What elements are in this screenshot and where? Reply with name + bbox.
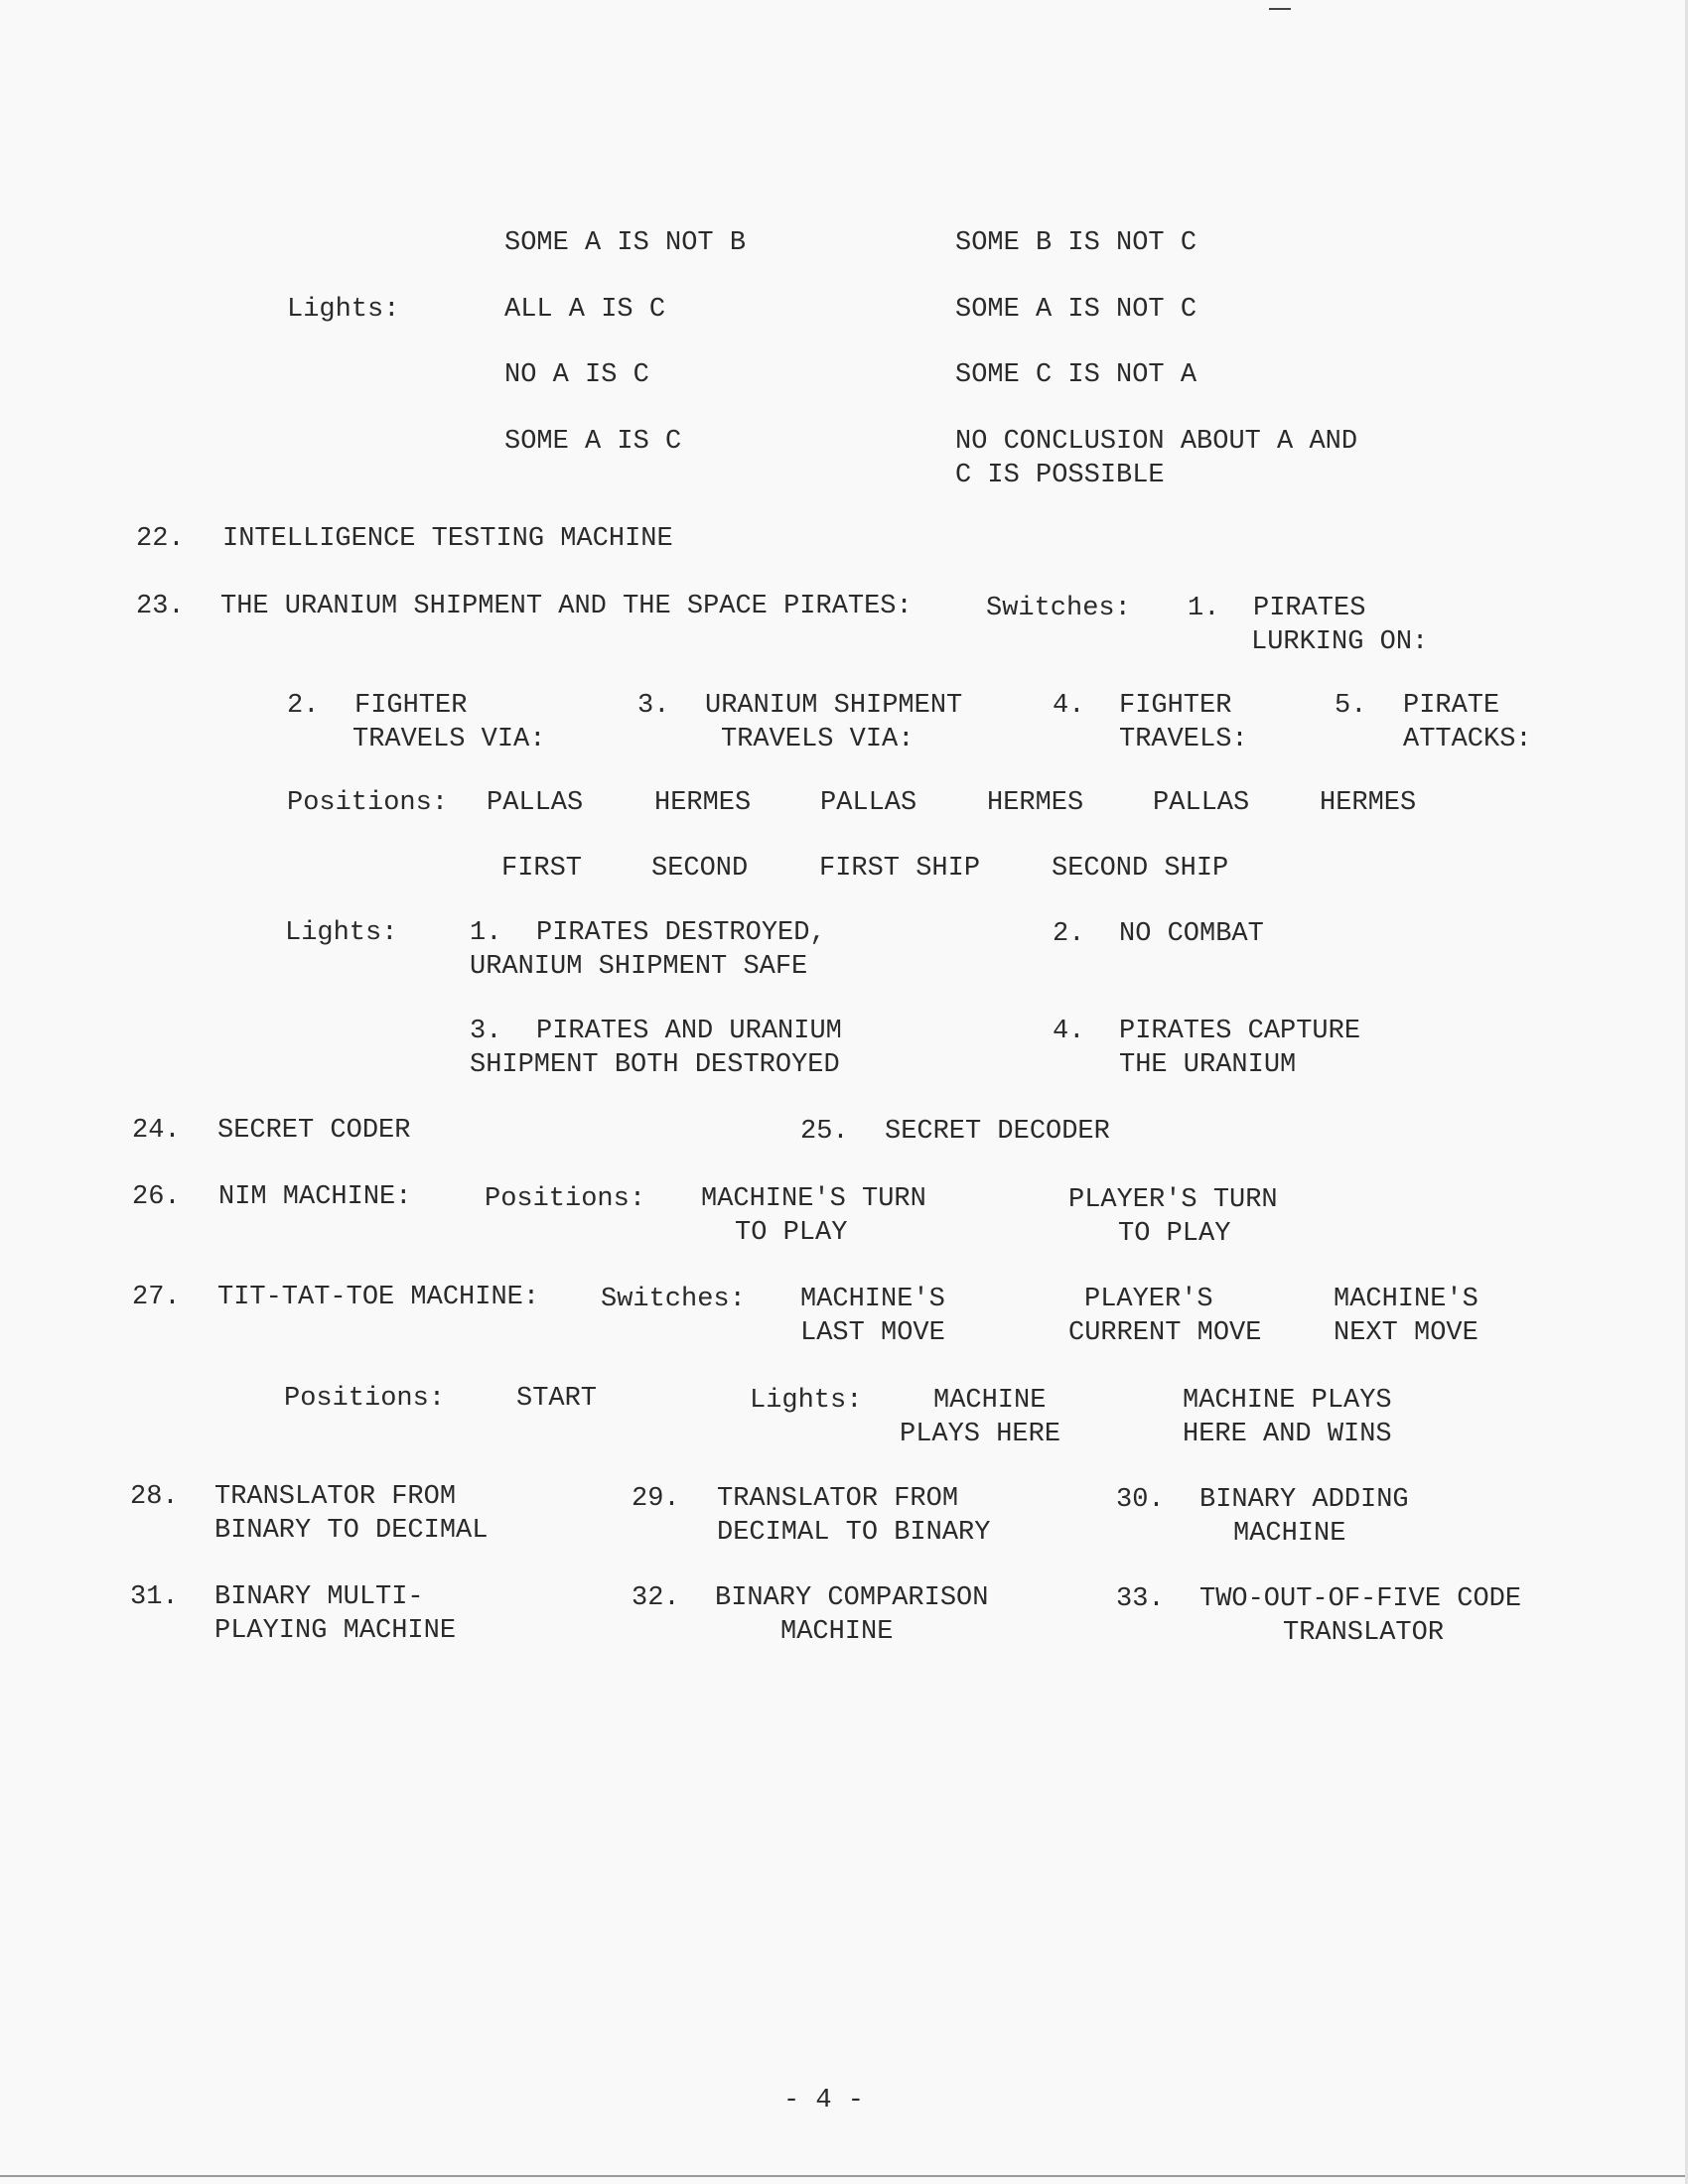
item-32-number: 32. [632,1583,680,1613]
item-23-light4-number: 4. [1053,1017,1085,1046]
item-23-light2-line1: NO COMBAT [1119,919,1264,949]
item-33-line2: TRANSLATOR [1283,1618,1445,1648]
item-26-position1-line2: TO PLAY [735,1218,848,1248]
item-23-title: THE URANIUM SHIPMENT AND THE SPACE PIRATES: [220,592,913,621]
syllogism-right-2: SOME A IS NOT C [955,295,1197,325]
item-27-light1-line1: MACHINE [933,1386,1047,1416]
item-33-number: 33. [1116,1584,1165,1614]
item-23-light1-line1: PIRATES DESTROYED, [536,918,826,948]
item-24-number: 24. [132,1116,181,1146]
item-26-number: 26. [132,1182,181,1212]
syllogism-right-4a: NO CONCLUSION ABOUT A AND [955,427,1358,457]
syllogism-right-1: SOME B IS NOT C [955,228,1197,258]
item-23-position-1: PALLAS [487,788,584,818]
item-23-switch3-line2: TRAVELS VIA: [721,725,914,754]
item-23-light3-line1: PIRATES AND URANIUM [536,1017,842,1046]
item-27-switch2-line1: PLAYER'S [1084,1285,1213,1314]
item-23-light2-number: 2. [1053,919,1085,949]
item-22-number: 22. [136,524,185,554]
item-26-positions-label: Positions: [485,1184,646,1214]
item-23-switch4-line1: FIGHTER [1119,691,1232,721]
item-27-lights-label: Lights: [750,1386,863,1416]
item-23-switch5-number: 5. [1335,691,1367,721]
syllogism-left-3: NO A IS C [504,360,649,390]
item-27-number: 27. [132,1283,181,1312]
item-23-position-5: PALLAS [1153,788,1250,818]
item-31-line1: BINARY MULTI- [214,1582,424,1612]
item-25-number: 25. [800,1117,849,1147]
item-23-position-4: HERMES [987,788,1084,818]
item-28-line2: BINARY TO DECIMAL [214,1516,489,1546]
item-27-title: TIT-TAT-TOE MACHINE: [217,1283,540,1312]
item-30-line1: BINARY ADDING [1199,1485,1409,1515]
item-23-switch3-number: 3. [637,691,670,721]
page-number: - 4 - [783,2086,865,2116]
item-25-title: SECRET DECODER [885,1117,1110,1147]
item-23-switch5-line2: ATTACKS: [1403,725,1532,754]
item-23-switch5-line1: PIRATE [1403,691,1500,721]
item-23-switch1-line2: LURKING ON: [1251,627,1429,657]
item-23-switch4-line2: TRAVELS: [1119,725,1248,754]
item-23-light4-line1: PIRATES CAPTURE [1119,1017,1361,1046]
item-24-title: SECRET CODER [217,1116,411,1146]
item-27-light2-line1: MACHINE PLAYS [1183,1386,1392,1416]
item-23-position-7: FIRST [501,854,583,884]
item-27-switch2-line2: CURRENT MOVE [1068,1318,1262,1348]
syllogism-left-1: SOME A IS NOT B [504,228,747,258]
item-27-light2-line2: HERE AND WINS [1183,1420,1392,1449]
item-31-line2: PLAYING MACHINE [214,1616,457,1646]
item-23-switches-label: Switches: [986,594,1131,623]
item-27-switch1-line1: MACHINE'S [800,1285,945,1314]
item-23-light4-line2: THE URANIUM [1119,1050,1297,1080]
item-23-number: 23. [136,592,185,621]
item-23-position-6: HERMES [1320,788,1417,818]
item-23-position-10: SECOND SHIP [1052,854,1229,884]
item-23-switch2-line1: FIGHTER [354,691,468,721]
item-27-switches-label: Switches: [601,1285,746,1314]
syllogism-left-2: ALL A IS C [504,295,666,325]
item-23-light1-number: 1. [470,918,502,948]
item-29-number: 29. [632,1484,680,1514]
item-23-light1-line2: URANIUM SHIPMENT SAFE [470,952,808,982]
item-23-switch3-line1: URANIUM SHIPMENT [705,691,963,721]
item-28-line1: TRANSLATOR FROM [214,1482,457,1512]
item-26-position1-line1: MACHINE'S TURN [701,1184,926,1214]
item-23-position-3: PALLAS [820,788,917,818]
item-33-line1: TWO-OUT-OF-FIVE CODE [1199,1584,1522,1614]
item-32-line1: BINARY COMPARISON [715,1583,989,1613]
item-23-switch4-number: 4. [1053,691,1085,721]
item-23-position-9: FIRST SHIP [819,854,981,884]
item-23-lights-label: Lights: [285,918,398,948]
item-23-position-8: SECOND [651,854,749,884]
item-31-number: 31. [130,1582,179,1612]
item-29-line2: DECIMAL TO BINARY [717,1518,991,1548]
item-27-position-start: START [516,1384,598,1414]
item-29-line1: TRANSLATOR FROM [717,1484,959,1514]
item-23-light3-line2: SHIPMENT BOTH DESTROYED [470,1050,840,1080]
item-23-position-2: HERMES [654,788,752,818]
item-26-title: NIM MACHINE: [218,1182,412,1212]
item-28-number: 28. [130,1482,179,1512]
item-27-switch3-line2: NEXT MOVE [1334,1318,1478,1348]
item-27-switch1-line2: LAST MOVE [800,1318,945,1348]
syllogism-left-4: SOME A IS C [504,427,682,457]
top-dash-mark [1269,8,1291,10]
item-23-switch1-line1: PIRATES [1253,594,1366,623]
item-23-switch2-line2: TRAVELS VIA: [352,725,546,754]
item-22-title: INTELLIGENCE TESTING MACHINE [222,524,673,554]
item-23-light3-number: 3. [470,1017,502,1046]
scan-bottom-edge [0,2175,1688,2177]
item-32-line2: MACHINE [780,1617,894,1647]
item-26-position2-line1: PLAYER'S TURN [1068,1185,1278,1215]
item-30-line2: MACHINE [1233,1519,1346,1549]
item-23-positions-label: Positions: [287,788,449,818]
item-30-number: 30. [1116,1485,1165,1515]
syllogism-right-4b: C IS POSSIBLE [955,461,1165,490]
item-27-positions-label: Positions: [284,1384,446,1414]
item-26-position2-line2: TO PLAY [1118,1219,1231,1249]
item-27-light1-line2: PLAYS HERE [900,1420,1061,1449]
item-23-switch2-number: 2. [287,691,320,721]
item-23-switch1-number: 1. [1188,594,1220,623]
item-27-switch3-line1: MACHINE'S [1334,1285,1478,1314]
syllogism-right-3: SOME C IS NOT A [955,360,1197,390]
syllogism-lights-label: Lights: [287,295,400,325]
